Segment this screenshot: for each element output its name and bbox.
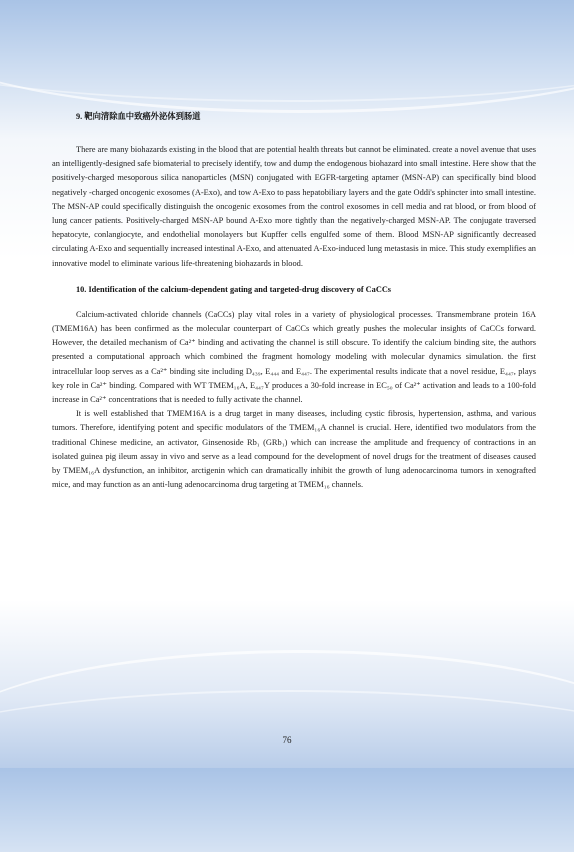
background-swoosh-top-secondary (0, 0, 574, 102)
background-swoosh-bottom-secondary (0, 690, 574, 852)
section-10-paragraph-2: It is well established that TMEM16A is a drug target in many diseases, including cystic fibrosis, hypertension, asthma, and various tumors. Therefore, identifying potent and specific modulators of the TMEM₁₆A channel is crucial. Here, identified two modulators from the traditional Chinese medicine, an activator, Ginsenoside Rb₁ (GRb₁) which can increase the amplitude and frequency of contractions in an isolated guinea pig ileum assay in vivo and serve as a lead compound for the development of novel drugs for the treatment of diseases caused by TMEM₁₆A dysfunction, an inhibitor, arctigenin which can dramatically inhibit the growth of lung adenocarcinoma tumors in xenografted mice, and may function as an anti-lung adenocarcinoma drug targeting at TMEM₁₆ channels. (52, 409, 536, 490)
page-number: 76 (282, 735, 292, 745)
section-10-paragraph-1: Calcium-activated chloride channels (CaCCs) play vital roles in a variety of physiological processes. Transmembrane protein 16A (TMEM16A) has been confirmed as the molecular counterpart of CaCCs which greatly pushes the molecular insights of CaCCs forward. However, the detailed mechanism of Ca²⁺ binding and activating the channel is still obscure. To identify the calcium binding site, the authors presented a computational approach which combined the fragment homology modeling with molecular dynamics simulation. the first intracellular loop serves as a Ca²⁺ binding site including D₄₃₉, E₄₄₄ and E₄₄₇. The experimental results indicate that a novel residue, E₄₄₇, plays key role in Ca²⁺ binding. Compared with WT TMEM₁₆A, E₄₄₇Y produces a 30-fold increase in EC₅₀ of Ca²⁺ activation and leads to a 100-fold increase in Ca²⁺ concentrations that is needed to fully activate the channel. (52, 309, 536, 405)
page-content (52, 111, 536, 492)
section-9-paragraph: There are many biohazards existing in the blood that are potential health threats but cannot be eliminated. create a novel avenue that uses an intelligently-designed safe biomaterial to precisely identify, tow and dump the endogenous biohazard into small intestine. Here show that the positively-charged mesoporous silica nanoparticles (MSN) conjugated with EGFR-targeting aptamer (MSN-AP) can specifically bind blood negatively -charged oncogenic exosomes (A-Exo), and tow A-Exo to pass hepatobiliary layers and the gate Oddi's sphincter into small intestine. The MSN-AP could specifically distinguish the oncogenic exosomes from the control exosomes in cell media and rat blood, or from blood of lung cancer patients. Positively-charged MSN-AP bound A-Exo more tightly than the negatively-charged MSN-AP. The conjugate traversed hepatocyte, conlangiocyte, and endothelial monolayers but Kupffer cells engulfed some of them. Blood MSN-AP significantly decreased circulating A-Exo and sequentially increased intestinal A-Exo, and attenuated A-Exo-induced lung metastasis in mice. This study exemplifies an innovative model to eliminate various life-threatening biohazards in blood. (52, 145, 536, 268)
section-10-heading: 10. Identification of the calcium-dependent gating and targeted-drug discovery of CaCCs (76, 284, 392, 294)
section-9-heading: 9. 靶向清除血中致癌外泌体到肠道 (76, 112, 201, 121)
